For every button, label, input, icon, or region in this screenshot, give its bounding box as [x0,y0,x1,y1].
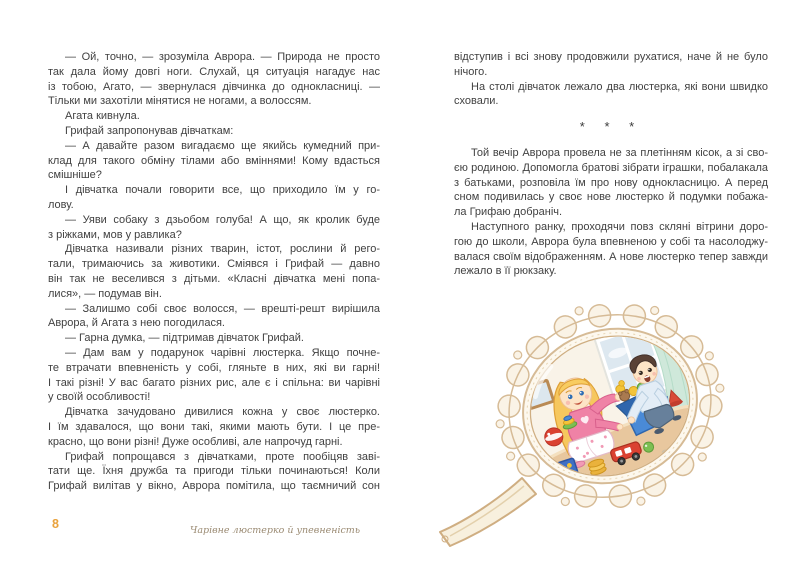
text-line: відступив і всі знову продовжили рухатися, наче й не було [454,51,768,63]
text-line: — Залишмо собі своє волосся, — врешті-решт вирішила [65,302,380,315]
right-text-column-bottom [454,146,768,279]
text-line: — Ой, точно, — зрозуміла Аврора. — Природа не просто [65,51,380,63]
text-line: Грифай запропонував дівчаткам: [65,124,234,137]
text-line: Дівчатка називали різних тварин, істот, рослини й рего- [65,243,380,256]
text-line: сховали. [454,95,499,108]
text-line: Аврора, й Агата з нею погодилася. [48,317,225,330]
text-line: ла Грифаю добраніч. [454,206,563,219]
text-line: На столі дівчаток лежало два люстерка, які вони швидко [471,80,768,93]
text-line: Агата кивнула. [65,110,140,123]
text-line: так дала йому довгі ноги. Слухай, ця ситуація нагадує нас [48,65,380,78]
chapter-footer-script: Чарівне люстерко й упевненість [189,525,360,536]
text-line: — Дам вам у подарунок чарівні люстерка. Якщо почне- [65,346,380,359]
text-line: І їм здавалося, що вони такі, якими мають бути. І це пре- [48,420,380,433]
text-line: Грифай вилітав у вікно, Аврора помітила, що таємничий сон [48,480,380,493]
text-line: лову. [48,198,74,211]
text-line: клад для такого обміну тілами або вміннями! Кому вдасться [48,154,380,167]
text-line: нічого. [454,65,488,78]
text-line: Грифай попрощався з дівчатками, проте пообіцяв заві- [65,450,380,463]
mirror-illustration [420,288,785,570]
text-line: лися», — подумав він. [48,287,162,300]
page-number: 8 [52,517,59,531]
text-line: Той вечір Аврора провела не за плетінням кісок, а зі сво- [471,147,768,159]
text-line: з батьками, розповіла їм про нову однокласницю. А перед [454,176,768,189]
text-line: тати ще. Їхня дружба та пригоди тільки починаються! Коли [48,465,380,478]
text-line: — А давайте разом вигадаємо ще якийсь кумедний при- [65,139,380,152]
text-line: Тільки ми захотіли мінятися не ногами, а волоссям. [48,95,312,108]
text-line: він так не веселився з дітьми. «Класні дівчатка мені попа- [48,272,380,285]
text-line: — Гарна думка, — підтримав дівчаток Грифай. [65,332,304,345]
text-line: лежало в її рюкзаку. [454,265,557,278]
text-line: гою до школи, Аврора була впевненою у собі та насолоджу- [454,235,768,248]
mirror-handle [440,478,536,546]
text-line: красно, що вони різні! Дуже особливі, але напрочуд гарні. [48,435,343,448]
text-line: — Уяви собаку з дзьобом голуба! А що, як кролик буде [65,213,380,226]
left-text-column [48,50,380,494]
text-line: у своїй особливості! [48,391,151,404]
text-line: валася своїм відображенням. А нове люстерко тепер завжди [454,250,768,263]
text-line: І дівчатка почали говорити все, що приходило їм у го- [65,184,380,197]
text-line: те втрачати впевненість у собі, гляньте в них, які ви гарні! [48,361,380,374]
text-line: з ріжками, мов у равлика? [48,228,182,241]
text-line: єю родиною. Допомогла братові зібрати іграшки, побалакала [454,161,768,174]
right-text-column-top [454,50,768,109]
text-line: сном подивилась у своє нове люстерко й подумки побажа- [454,191,768,204]
text-line: Дівчатка зачудовано дивилися кожна у своє люстерко. [65,406,380,419]
text-line: смішніше? [48,169,102,182]
text-line: Наступного ранку, проходячи повз скляні вітрини доро- [471,220,768,233]
section-separator: * * * [579,119,643,134]
text-line: тали, тримаючись за животики. Сміявся і Грифай — давно [48,258,380,271]
text-line: І такі різні! У вас багато різних рис, але є і спільна: ви чарівні [48,376,380,389]
text-line: із тобою, Агато, — звернулася дівчинка до однокласниці. — [48,80,380,93]
